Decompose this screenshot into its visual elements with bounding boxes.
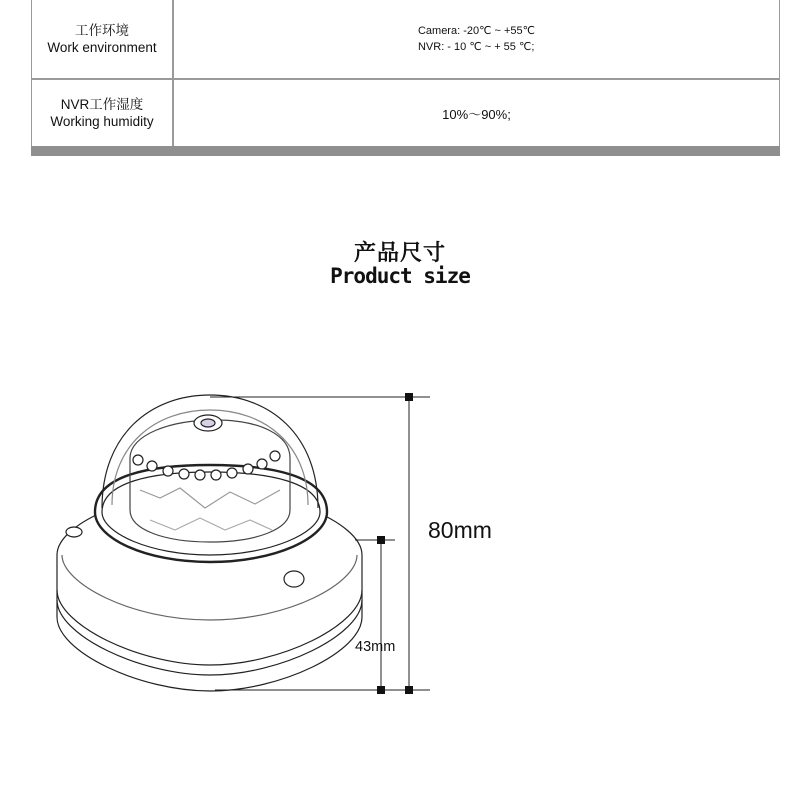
dimension-label-base-height: 43mm [355, 639, 396, 655]
spec-label-cell [31, 80, 173, 146]
table-border-right [779, 0, 780, 146]
spec-label-cn: NVR工作湿度 [60, 97, 144, 112]
spec-table [31, 0, 780, 156]
spec-value-cell [173, 0, 780, 78]
table-divider [172, 0, 174, 146]
spec-label-en: Working humidity [50, 114, 154, 129]
section-title-cn: 产品尺寸 [353, 240, 446, 266]
spec-value-cell [173, 80, 780, 146]
table-bottom-bar [31, 146, 780, 156]
dimension-label-total-height: 80mm [428, 517, 492, 543]
spec-value-humidity: 10%～90%; [442, 106, 511, 122]
dome-camera-drawing [57, 395, 362, 691]
spec-value-nvr: NVR: - 10 ℃ ~ + 55 ℃; [417, 41, 535, 53]
spec-label-en: Work environment [47, 40, 157, 55]
table-border-left [31, 0, 32, 146]
table-row [31, 80, 780, 146]
section-title-en: Product size [330, 264, 470, 288]
product-dimension-diagram [0, 380, 800, 710]
spec-value-camera: Camera: -20℃ ~ +55℃ [417, 25, 536, 37]
spec-label-cell [31, 0, 173, 78]
spec-label-cn: 工作环境 [75, 23, 129, 38]
table-row [31, 0, 780, 80]
